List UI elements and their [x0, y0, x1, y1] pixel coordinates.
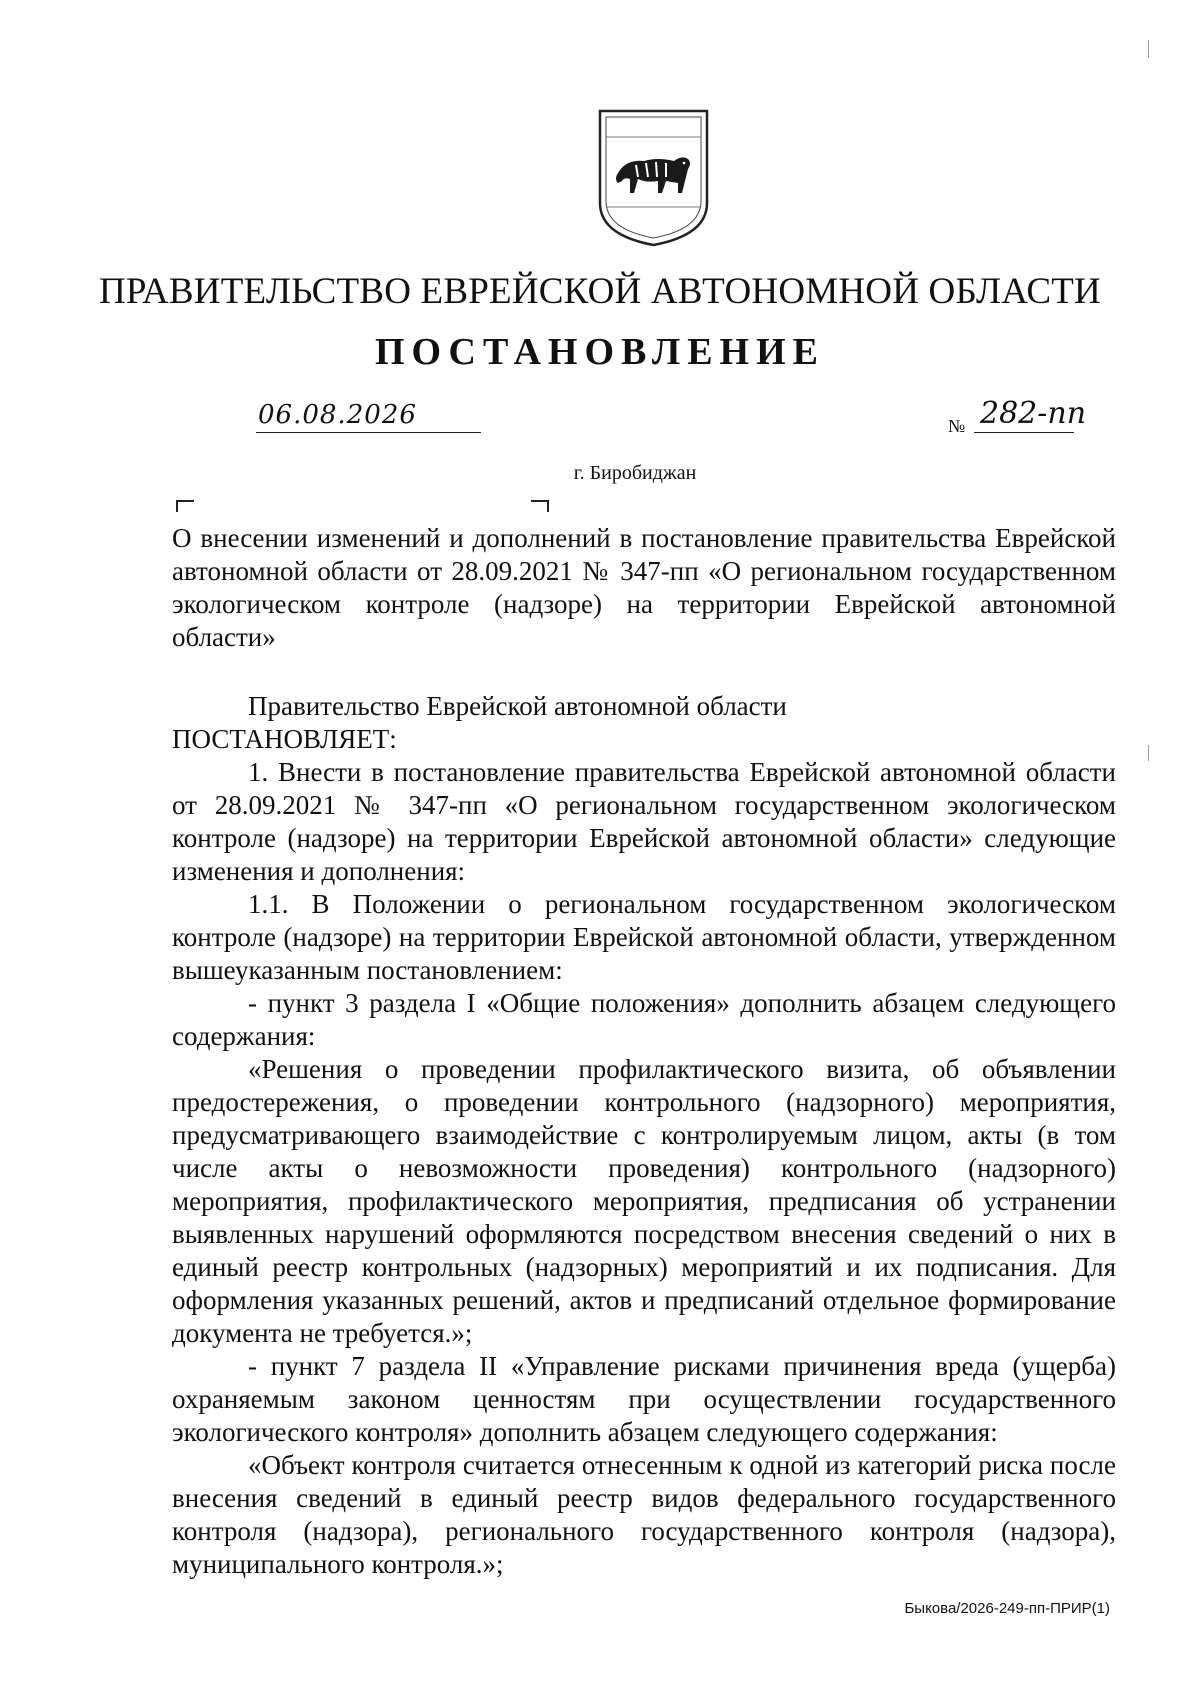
- document-body: [172, 690, 1116, 1581]
- document-subject: О внесении изменений и дополнений в постановление правительства Еврейской автономной области от 28.09.2021 № 347-пп «О региональном государственном экологическом контроле (надзоре) на территории Еврейской автономной области»: [172, 523, 1116, 652]
- city-label: г. Биробиджан: [573, 462, 697, 484]
- handwritten-date: 06.08.2026: [258, 400, 417, 430]
- footer-reference: Быкова/2026-249-пп-ПРИР(1): [904, 1600, 1110, 1617]
- subject-bracket-right: [531, 500, 549, 512]
- organization-title: ПРАВИТЕЛЬСТВО ЕВРЕЙСКОЙ АВТОНОМНОЙ ОБЛАСТИ: [99, 271, 1101, 312]
- handwritten-number: 282-пп: [980, 396, 1087, 431]
- body-paragraph: 1. Внести в постановление правительства Еврейской автономной области от 28.09.2021 № 347-пп «О региональном государственном экологическом контроле (надзоре) на территории Еврейской автономной области» следующие изменения и дополнения:: [172, 757, 1116, 886]
- preamble-text: Правительство Еврейской автономной области: [248, 691, 787, 721]
- scan-mark: [1148, 745, 1149, 761]
- coat-of-arms-tiger-icon: [596, 107, 711, 249]
- number-underline: [974, 432, 1074, 433]
- scan-mark: [1148, 40, 1149, 58]
- decree-word: ПОСТАНОВЛЯЕТ:: [172, 724, 397, 754]
- body-paragraph: 1.1. В Положении о региональном государственном экологическом контроле (надзоре) на территории Еврейской автономной области, утвержденном вышеуказанным постановлением:: [172, 889, 1116, 985]
- body-paragraph: - пункт 3 раздела I «Общие положения» дополнить абзацем следующего содержания:: [172, 988, 1116, 1051]
- date-underline: [256, 432, 481, 433]
- body-paragraph: - пункт 7 раздела II «Управление рисками причинения вреда (ущерба) охраняемым законом ценностям при осуществлении государственного экологического контроля» дополнить абзацем следующего содержания:: [172, 1351, 1116, 1447]
- document-type-title: ПОСТАНОВЛЕНИЕ: [374, 331, 826, 373]
- body-paragraph: «Решения о проведении профилактического визита, об объявлении предостережения, о проведении контрольного (надзорного) мероприятия, предусматривающего взаимодействие с контролируемым лицом, акты (в том числе акты о невозможности проведения) контрольного (надзорного) мероприятия, профилактического мероприятия, предписания об устранении выявленных нарушений оформляются посредством внесения сведений о них в единый реестр контрольных (надзорных) мероприятий и их подписания. Для оформления указанных решений, актов и предписаний отдельное формирование документа не требуется.»;: [172, 1054, 1116, 1348]
- body-paragraph: «Объект контроля считается отнесенным к одной из категорий риска после внесения сведений в единый реестр видов федерального государственного контроля (надзора), регионального государственного контроля (надзора), муниципального контроля.»;: [172, 1450, 1116, 1579]
- number-sign: №: [948, 416, 966, 436]
- subject-bracket-left: [176, 500, 194, 512]
